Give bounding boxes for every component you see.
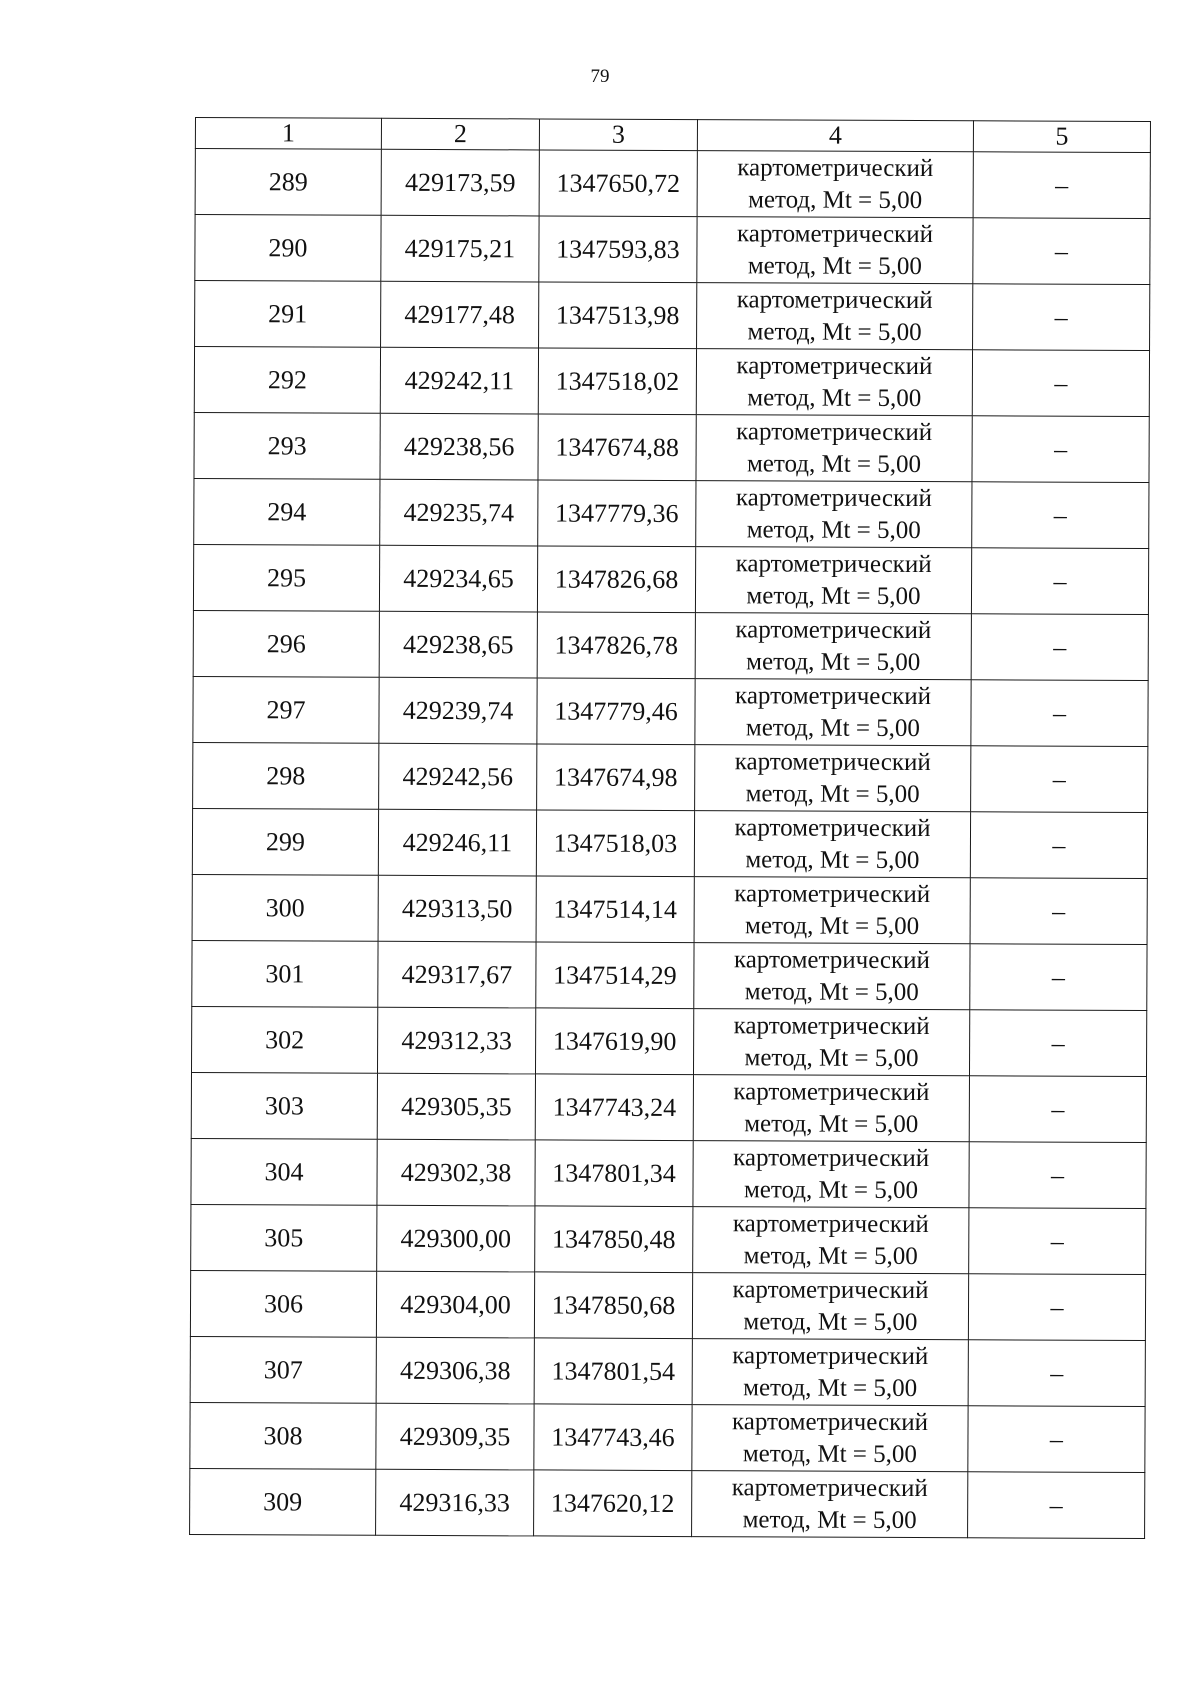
note-cell: – <box>973 152 1150 219</box>
note-cell: – <box>971 680 1148 747</box>
y-coordinate-cell: 1347826,78 <box>537 612 695 679</box>
method-cell <box>696 415 972 482</box>
point-number-cell: 305 <box>191 1204 377 1271</box>
method-line-1: картометрический <box>734 813 931 842</box>
x-coordinate-cell: 429305,35 <box>377 1073 535 1140</box>
method-line-2: метод, Mt = 5,00 <box>746 515 921 544</box>
method-line-2: метод, Mt = 5,00 <box>746 647 921 676</box>
point-number-cell: 309 <box>190 1468 376 1535</box>
y-coordinate-cell: 1347514,14 <box>536 876 694 943</box>
method-cell <box>692 1405 968 1472</box>
note-cell: – <box>972 482 1149 549</box>
note-cell: – <box>973 218 1150 285</box>
table-row <box>192 874 1147 944</box>
method-line-1: картометрический <box>731 1473 928 1502</box>
method-line-2: метод, Mt = 5,00 <box>746 581 921 610</box>
table-row <box>190 1336 1145 1406</box>
x-coordinate-cell: 429316,33 <box>376 1469 534 1536</box>
method-line-2: метод, Mt = 5,00 <box>742 1505 917 1534</box>
note-cell: – <box>970 878 1147 945</box>
table-row <box>190 1270 1145 1340</box>
point-number-cell: 303 <box>191 1072 377 1139</box>
x-coordinate-cell: 429239,74 <box>379 677 537 744</box>
method-cell <box>693 1207 969 1274</box>
x-coordinate-cell: 429317,67 <box>378 941 536 1008</box>
method-line-2: метод, Mt = 5,00 <box>744 1109 919 1138</box>
point-number-cell: 307 <box>190 1336 376 1403</box>
table-row <box>193 610 1148 680</box>
method-line-1: картометрический <box>732 1275 929 1304</box>
method-line-1: картометрический <box>733 945 931 974</box>
point-number-cell: 298 <box>193 742 379 809</box>
table-row <box>192 940 1147 1010</box>
method-cell <box>694 811 970 878</box>
method-cell <box>694 877 970 944</box>
y-coordinate-cell: 1347674,88 <box>538 414 696 481</box>
point-number-cell: 295 <box>193 544 379 611</box>
method-line-2: метод, Mt = 5,00 <box>748 185 923 214</box>
method-cell <box>695 679 971 746</box>
table-row <box>195 281 1150 351</box>
note-cell: – <box>972 350 1149 417</box>
x-coordinate-cell: 429304,00 <box>376 1271 534 1338</box>
x-coordinate-cell: 429300,00 <box>377 1205 535 1272</box>
method-line-2: метод, Mt = 5,00 <box>743 1307 918 1336</box>
column-header-point-number: 1 <box>195 118 381 150</box>
point-number-cell: 290 <box>195 215 381 282</box>
method-line-1: картометрический <box>735 615 932 644</box>
method-cell <box>696 481 972 548</box>
y-coordinate-cell: 1347801,54 <box>534 1338 692 1405</box>
method-cell <box>695 547 971 614</box>
method-cell <box>692 1471 968 1538</box>
method-line-2: метод, Mt = 5,00 <box>746 449 922 478</box>
method-line-2: метод, Mt = 5,00 <box>743 1175 919 1204</box>
note-cell: – <box>968 1340 1145 1407</box>
point-number-cell: 308 <box>190 1402 376 1469</box>
method-line-1: картометрический <box>737 153 934 182</box>
point-number-cell: 299 <box>192 808 378 875</box>
y-coordinate-cell: 1347518,02 <box>538 348 696 415</box>
method-line-2: метод, Mt = 5,00 <box>743 1241 918 1270</box>
table-header <box>195 118 1150 153</box>
table-row <box>190 1402 1145 1472</box>
y-coordinate-cell: 1347593,83 <box>539 216 697 283</box>
table-row <box>193 742 1148 812</box>
method-cell <box>697 151 973 218</box>
y-coordinate-cell: 1347826,68 <box>537 546 695 613</box>
point-number-cell: 296 <box>193 610 379 677</box>
point-number-cell: 297 <box>193 676 379 743</box>
table-row <box>191 1072 1146 1142</box>
point-number-cell: 304 <box>191 1138 377 1205</box>
x-coordinate-cell: 429234,65 <box>379 545 537 612</box>
note-cell: – <box>969 1142 1146 1209</box>
x-coordinate-cell: 429309,35 <box>376 1403 534 1470</box>
coordinates-table <box>189 117 1151 1539</box>
point-number-cell: 300 <box>192 874 378 941</box>
page-number: 79 <box>590 66 610 87</box>
note-cell: – <box>970 944 1147 1011</box>
y-coordinate-cell: 1347650,72 <box>539 150 697 217</box>
method-cell <box>697 283 973 350</box>
method-line-2: метод, Mt = 5,00 <box>745 713 921 742</box>
column-header-x-coordinate: 2 <box>381 118 539 150</box>
point-number-cell: 289 <box>195 149 381 216</box>
table-row <box>190 1468 1145 1538</box>
method-line-1: картометрический <box>732 1209 929 1238</box>
note-cell: – <box>970 812 1147 879</box>
method-line-1: картометрический <box>735 681 932 710</box>
note-cell: – <box>971 548 1148 615</box>
x-coordinate-cell: 429312,33 <box>377 1007 535 1074</box>
method-line-2: метод, Mt = 5,00 <box>745 779 920 808</box>
method-cell <box>693 1141 969 1208</box>
method-line-1: картометрический <box>736 219 934 248</box>
table-row <box>191 1204 1146 1274</box>
note-cell: – <box>968 1274 1145 1341</box>
y-coordinate-cell: 1347514,29 <box>536 942 694 1009</box>
note-cell: – <box>969 1010 1146 1077</box>
y-coordinate-cell: 1347619,90 <box>535 1008 693 1075</box>
table-row <box>193 544 1148 614</box>
x-coordinate-cell: 429173,59 <box>381 149 539 216</box>
note-cell: – <box>972 416 1149 483</box>
y-coordinate-cell: 1347743,24 <box>535 1074 693 1141</box>
y-coordinate-cell: 1347513,98 <box>539 282 697 349</box>
method-cell <box>693 1075 969 1142</box>
method-line-1: картометрический <box>734 879 931 908</box>
table-body <box>190 149 1151 1539</box>
method-line-2: метод, Mt = 5,00 <box>743 1373 918 1402</box>
method-line-1: картометрический <box>736 351 933 380</box>
x-coordinate-cell: 429238,56 <box>380 413 538 480</box>
column-header-note: 5 <box>973 121 1150 153</box>
x-coordinate-cell: 429302,38 <box>377 1139 535 1206</box>
x-coordinate-cell: 429246,11 <box>378 809 536 876</box>
y-coordinate-cell: 1347779,36 <box>538 480 696 547</box>
table-row <box>194 412 1149 482</box>
point-number-cell: 302 <box>191 1006 377 1073</box>
point-number-cell: 291 <box>195 281 381 348</box>
table-row <box>192 808 1147 878</box>
method-line-2: метод, Mt = 5,00 <box>747 317 922 346</box>
point-number-cell: 294 <box>194 478 380 545</box>
note-cell: – <box>973 284 1150 351</box>
table-row <box>195 149 1150 219</box>
method-line-2: метод, Mt = 5,00 <box>747 383 922 412</box>
table-row <box>194 347 1149 417</box>
table-row <box>193 676 1148 746</box>
method-line-1: картометрический <box>736 417 933 446</box>
note-cell: – <box>971 746 1148 813</box>
y-coordinate-cell: 1347850,68 <box>534 1272 692 1339</box>
y-coordinate-cell: 1347620,12 <box>534 1470 692 1537</box>
header-row <box>195 118 1150 153</box>
y-coordinate-cell: 1347850,48 <box>535 1206 693 1273</box>
method-line-1: картометрический <box>735 549 932 578</box>
x-coordinate-cell: 429313,50 <box>378 875 536 942</box>
x-coordinate-cell: 429175,21 <box>381 215 539 282</box>
method-line-2: метод, Mt = 5,00 <box>744 977 919 1006</box>
note-cell: – <box>968 1406 1145 1473</box>
method-cell <box>692 1339 968 1406</box>
table-row <box>191 1006 1146 1076</box>
note-cell: – <box>968 1472 1145 1539</box>
method-line-1: картометрический <box>731 1407 929 1436</box>
method-line-2: метод, Mt = 5,00 <box>747 251 922 280</box>
method-line-1: картометрический <box>736 285 933 314</box>
method-cell <box>695 613 971 680</box>
point-number-cell: 293 <box>194 412 380 479</box>
method-cell <box>697 217 973 284</box>
y-coordinate-cell: 1347743,46 <box>534 1404 692 1471</box>
note-cell: – <box>969 1076 1146 1143</box>
point-number-cell: 301 <box>192 940 378 1007</box>
method-line-2: метод, Mt = 5,00 <box>742 1439 917 1468</box>
table-row <box>195 215 1150 285</box>
note-cell: – <box>971 614 1148 681</box>
y-coordinate-cell: 1347518,03 <box>536 810 694 877</box>
method-line-2: метод, Mt = 5,00 <box>745 845 920 874</box>
table-row <box>194 478 1149 548</box>
x-coordinate-cell: 429177,48 <box>381 281 539 348</box>
method-line-1: картометрический <box>732 1341 929 1370</box>
method-line-1: картометрический <box>733 1077 930 1106</box>
x-coordinate-cell: 429238,65 <box>379 611 537 678</box>
method-cell <box>696 349 972 416</box>
method-line-2: метод, Mt = 5,00 <box>744 1043 919 1072</box>
method-cell <box>693 1009 969 1076</box>
method-cell <box>692 1273 968 1340</box>
column-header-y-coordinate: 3 <box>539 119 697 151</box>
method-cell <box>694 943 970 1010</box>
method-line-1: картометрический <box>735 483 932 512</box>
x-coordinate-cell: 429242,56 <box>379 743 537 810</box>
method-line-1: картометрический <box>733 1143 930 1172</box>
column-header-method: 4 <box>697 120 973 152</box>
point-number-cell: 306 <box>190 1270 376 1337</box>
y-coordinate-cell: 1347801,34 <box>535 1140 693 1207</box>
y-coordinate-cell: 1347779,46 <box>537 678 695 745</box>
note-cell: – <box>969 1208 1146 1275</box>
point-number-cell: 292 <box>194 347 380 414</box>
x-coordinate-cell: 429242,11 <box>380 347 538 414</box>
method-line-1: картометрический <box>733 1011 930 1040</box>
method-line-2: метод, Mt = 5,00 <box>745 911 920 940</box>
method-cell <box>695 745 971 812</box>
x-coordinate-cell: 429235,74 <box>380 479 538 546</box>
method-line-1: картометрический <box>734 747 931 776</box>
x-coordinate-cell: 429306,38 <box>376 1337 534 1404</box>
y-coordinate-cell: 1347674,98 <box>537 744 695 811</box>
table-row <box>191 1138 1146 1208</box>
